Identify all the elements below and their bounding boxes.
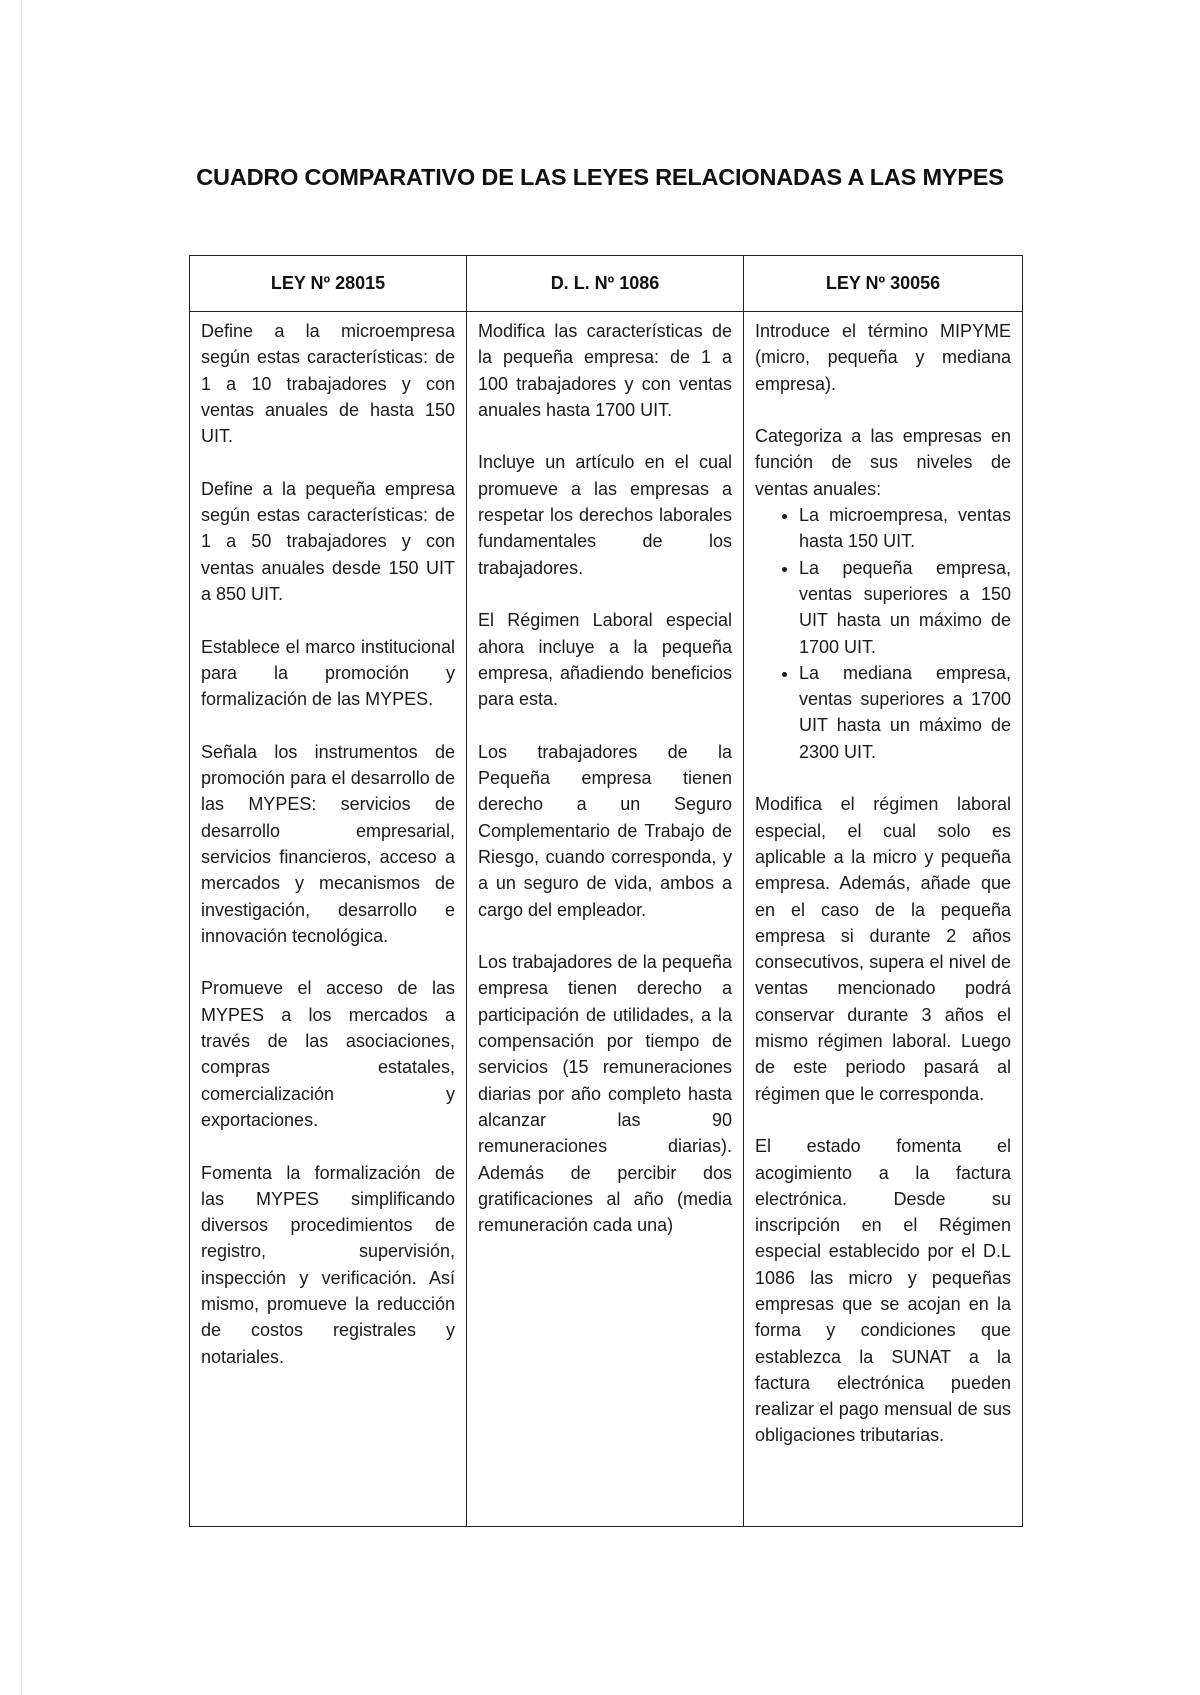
bullet-item: • La microempresa, ventas hasta 150 UIT. [799, 502, 1011, 555]
paragraph-intro: Introduce el término MIPYME (micro, pequeña y mediana empresa). [755, 321, 1011, 394]
paragraph: Fomenta la formalización de las MYPES simplificando diversos procedimientos de registro, supervisión, inspección y verificación. Así mismo, promueve la reducción de costos registrales y notariales. [201, 1162, 455, 1367]
table-header-row [190, 256, 1023, 312]
page-edge-line [21, 0, 22, 1695]
column-ley-30056 [744, 312, 1023, 1527]
paragraph: El Régimen Laboral especial ahora incluye a la pequeña empresa, añadiendo beneficios para esta. [478, 610, 732, 710]
table-body-row [190, 312, 1023, 1527]
bullet-item: • La pequeña empresa, ventas superiores a 150 UIT hasta un máximo de 1700 UIT. [799, 555, 1011, 660]
paragraph: Señala los instrumentos de promoción para el desarrollo de las MYPES: servicios de desarrollo empresarial, servicios financieros, acceso a mercados y mecanismos de investigación, desarrollo e innovación tecnológica. [201, 741, 455, 946]
header-ley-30056: LEY Nº 30056 [744, 256, 1023, 312]
paragraph: Promueve el acceso de las MYPES a los mercados a través de las asociaciones, compras estatales, comercialización y exportaciones. [201, 978, 455, 1130]
paragraph: Los trabajadores de la pequeña empresa tienen derecho a participación de utilidades, a la compensación por tiempo de servicios (15 remuneraciones diarias por año completo hasta alcanzar las 90 remuneraciones diarias). Además de percibir dos gratificaciones al año (media remuneración cada una) [478, 952, 732, 1236]
header-ley-28015: LEY Nº 28015 [190, 256, 467, 312]
paragraph: Incluye un artículo en el cual promueve a las empresas a respetar los derechos laborales fundamentales de los trabajadores. [478, 452, 732, 578]
paragraph-e-invoice: El estado fomenta el acogimiento a la factura electrónica. Desde su inscripción en el Régimen especial establecido por el D.L 1086 las micro y pequeñas empresas que se acojan en la forma y condiciones que establezca la SUNAT a la factura electrónica pueden realizar el pago mensual de sus obligaciones tributarias. [755, 1136, 1011, 1446]
bullet-list [755, 502, 1011, 765]
bullet-item: • La mediana empresa, ventas superiores a 1700 UIT hasta un máximo de 2300 UIT. [799, 660, 1011, 765]
column-ley-28015 [190, 312, 467, 1527]
column-dl-1086 [467, 312, 744, 1527]
paragraph: Modifica las características de la pequeña empresa: de 1 a 100 trabajadores y con ventas anuales hasta 1700 UIT. [478, 321, 732, 420]
paragraph: Establece el marco institucional para la promoción y formalización de las MYPES. [201, 636, 455, 710]
document-title: CUADRO COMPARATIVO DE LAS LEYES RELACIONADAS A LAS MYPES [196, 164, 1004, 190]
paragraph: Los trabajadores de la Pequeña empresa tienen derecho a un Seguro Complementario de Trabajo de Riesgo, cuando corresponda, y a un seguro de vida, ambos a cargo del empleador. [478, 741, 732, 920]
paragraph: Define a la pequeña empresa según estas características: de 1 a 50 trabajadores y con ventas anuales desde 150 UIT a 850 UIT. [201, 478, 455, 604]
paragraph-labor-regime: Modifica el régimen laboral especial, el cual solo es aplicable a la micro y pequeña empresa. Además, añade que en el caso de la pequeña empresa si durante 2 años consecutivos, supera el nivel de ventas mencionado podrá conservar durante 3 años el mismo régimen laboral. Luego de este periodo pasará al régimen que le corresponda. [755, 794, 1011, 1104]
paragraph: Define a la microempresa según estas características: de 1 a 10 trabajadores y con ventas anuales de hasta 150 UIT. [201, 321, 455, 447]
paragraph-categorize-lead: Categoriza a las empresas en función de sus niveles de ventas anuales: [755, 426, 1011, 499]
header-dl-1086: D. L. Nº 1086 [467, 256, 744, 312]
comparison-table [189, 255, 1023, 1527]
